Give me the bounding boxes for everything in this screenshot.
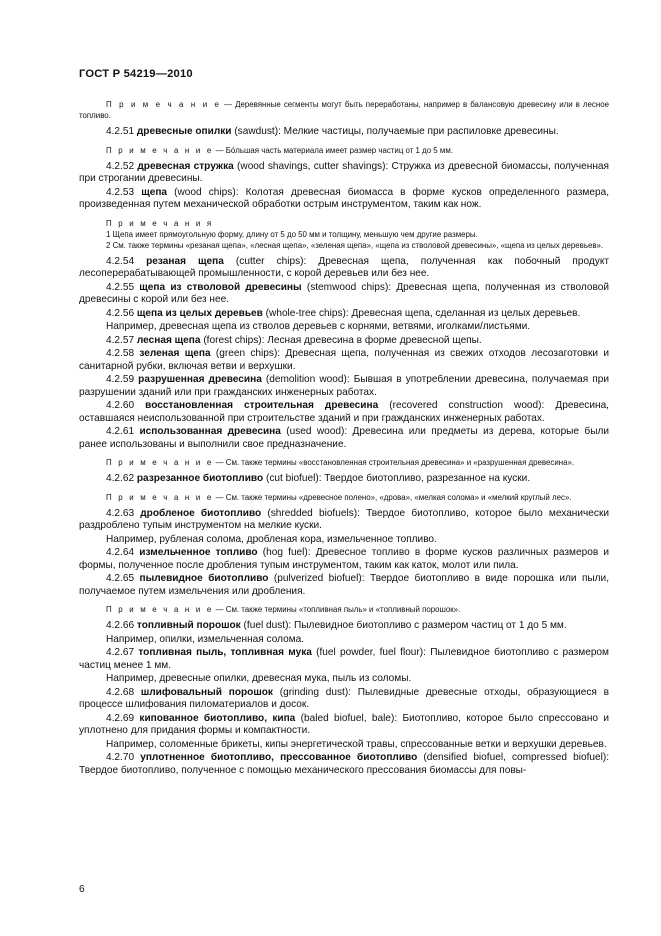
term-definition <box>79 426 609 451</box>
term-number: 4.2.60 <box>106 400 135 411</box>
term-name: щепа <box>141 186 168 198</box>
note-text: — См. также термины «топливная пыль» и «топливный порошок». <box>213 605 461 614</box>
term-number: 4.2.58 <box>106 348 135 359</box>
example-paragraph: Например, рубленая солома, дробленая кора, измельченное топливо. <box>106 533 437 545</box>
note-label: П р и м е ч а н и е <box>106 100 222 109</box>
term-number: 4.2.51 <box>106 126 135 137</box>
term-name: щепа из стволовой древесины <box>139 281 302 293</box>
term-number: 4.2.57 <box>106 334 135 346</box>
term-definition <box>79 187 609 212</box>
term-text: (whole-tree chips): Древесная щепа, сделанная из целых деревьев. <box>262 307 581 319</box>
notes-heading: П р и м е ч а н и я <box>106 218 214 228</box>
term-name: зеленая щепа <box>139 348 211 359</box>
term-text: (pulverized biofuel): Твердое биотопливо в виде порошка или пыли, получаемое путем измельчения или дробления. <box>79 573 610 597</box>
term-definition <box>79 348 609 373</box>
term-text: (densified biofuel, compressed biofuel): Твердое биотопливо, полученное с помощью механического прессования биомассы для повы- <box>79 752 610 776</box>
note-text: — См. также термины «древесное полено», «дрова», «мелкая солома» и «мелкий круглый лес». <box>213 492 572 502</box>
term-name: разрезанное биотопливо <box>136 473 264 484</box>
note-label: П р и м е ч а н и е <box>106 492 214 502</box>
term-definition <box>79 256 609 281</box>
note <box>79 492 609 503</box>
note-label: П р и м е ч а н и е <box>106 458 214 467</box>
term-definition <box>79 547 609 572</box>
page-number: 6 <box>79 884 85 895</box>
note <box>79 457 609 468</box>
term-text: (fuel powder, fuel flour): Пылевидное биотопливо с размером частиц менее 1 мм. <box>79 647 609 671</box>
example-paragraph: Например, древесная щепа из стволов деревьев с корнями, ветвями, иголками/листьями. <box>106 321 531 332</box>
term-definition <box>79 308 609 321</box>
note-label: П р и м е ч а н и е <box>106 145 214 155</box>
note-item: 1 Щепа имеет прямоугольную форму, длину от 5 до 50 мм и толщину, меньшую чем другие размеры. <box>106 229 478 239</box>
term-text: (stemwood chips): Древесная щепа, полученная из стволовой древесины с корой или без нее. <box>79 281 609 305</box>
term-number: 4.2.56 <box>106 307 135 319</box>
term-text: (green chips): Древесная щепа, полученная из свежих отходов лесозаготовки и санитарной рубки, включая ветви и верхушки. <box>79 348 609 372</box>
example-paragraph: Например, древесные опилки, древесная мука, пыль из соломы. <box>106 673 412 684</box>
note-item: 2 См. также термины «резаная щепа», «лесная щепа», «зеленая щепа», «щепа из стволовой древесины», «щепа из целых деревьев». <box>106 240 604 250</box>
term-definition <box>79 647 609 672</box>
term-text: (fuel dust): Пылевидное биотопливо с размером частиц от 1 до 5 мм. <box>240 620 567 631</box>
term-number: 4.2.68 <box>106 686 135 698</box>
example-paragraph: Например, опилки, измельченная солома. <box>106 633 305 645</box>
term-definition <box>79 752 609 777</box>
term-definition <box>79 713 609 738</box>
term-name: использованная древесина <box>139 426 281 437</box>
term-definition <box>79 473 609 486</box>
note-text: — Бо́льшая часть материала имеет размер частиц от 1 до 5 мм. <box>213 145 453 155</box>
term-text: (forest chips): Лесная древесина в форме древесной щепы. <box>200 334 482 346</box>
term-name: топливный порошок <box>136 620 241 631</box>
term-definition <box>79 374 609 399</box>
term-number: 4.2.59 <box>106 374 135 385</box>
term-number: 4.2.52 <box>106 160 135 172</box>
term-text: (grinding dust): Пылевидные древесные отходы, образующиеся в процессе шлифования пиломатериалов и досок. <box>79 686 609 710</box>
term-text: (wood chips): Колотая древесная биомасса в форме кусков определенного размера, произведенная путем механической обработки острым инструментом, таким как нож. <box>79 186 610 210</box>
term-number: 4.2.64 <box>106 547 135 558</box>
term-name: древесные опилки <box>136 126 232 137</box>
term-definition <box>79 400 609 425</box>
term-text: (demolition wood): Бывшая в употреблении древесина, получаемая при разрушении зданий или при гражданских инженерных работах. <box>79 374 609 398</box>
term-name: топливная пыль, топливная мука <box>138 647 312 658</box>
term-definition <box>79 687 609 712</box>
term-number: 4.2.63 <box>106 507 135 519</box>
document-header: ГОСТ Р 54219—2010 <box>79 68 193 80</box>
example-paragraph: Например, соломенные брикеты, кипы энергетической травы, спрессованные ветки и верхушки деревьев. <box>106 738 607 750</box>
term-text: (used wood): Древесина или предметы из дерева, которые были ранее использованы и выполнили свое предназначение. <box>79 426 609 450</box>
term-number: 4.2.66 <box>106 620 135 631</box>
term-number: 4.2.65 <box>106 573 135 584</box>
document-body <box>79 93 609 778</box>
term-text: (wood shavings, cutter shavings): Стружка из древесной биомассы, полученная при строгании древесины. <box>79 160 610 184</box>
note <box>79 99 609 121</box>
term-name: щепа из целых деревьев <box>136 307 263 319</box>
term-text: (baled biofuel, bale): Биотопливо, которое было спрессовано и уплотнено для придания формы и компактности. <box>79 712 609 736</box>
term-definition <box>79 282 609 307</box>
term-name: древесная стружка <box>137 160 234 172</box>
note <box>79 604 609 615</box>
term-text: (cutter chips): Древесная щепа, полученная как побочный продукт лесоперерабатывающей промышленности, с корой деревьев или без нее. <box>79 255 609 279</box>
term-number: 4.2.67 <box>106 647 135 658</box>
term-number: 4.2.54 <box>106 255 135 267</box>
note-text: — Деревянные сегменты могут быть переработаны, например в балансовую древесину или в лесное топливо. <box>79 100 609 120</box>
term-name: измельченное топливо <box>139 547 258 558</box>
term-definition <box>79 161 609 186</box>
term-number: 4.2.70 <box>106 752 135 763</box>
term-name: разрушенная древесина <box>138 374 262 385</box>
term-definition <box>79 335 609 348</box>
term-name: резаная щепа <box>146 255 224 267</box>
note <box>79 145 609 156</box>
term-number: 4.2.55 <box>106 281 135 293</box>
term-text: (cut biofuel): Твердое биотопливо, разрезанное на куски. <box>263 473 531 484</box>
term-definition <box>79 126 609 139</box>
note-text: — См. также термины «восстановленная строительная древесина» и «разрушенная древесина». <box>213 458 575 467</box>
term-name: восстановленная строительная древесина <box>145 400 379 411</box>
term-number: 4.2.69 <box>106 712 135 724</box>
term-name: кипованное биотопливо, кипа <box>139 712 296 724</box>
term-name: дробленое биотопливо <box>140 507 262 519</box>
term-text: (hog fuel): Древесное топливо в форме кусков различных размеров и формы, полученное после дробления тупым инструментом, таким как каток, молот или пила. <box>79 547 609 571</box>
term-name: шлифовальный порошок <box>140 686 273 698</box>
term-text: (shredded biofuels): Твердое биотопливо, которое было механически раздроблено тупым инструментом на мелкие куски. <box>79 507 609 531</box>
note-label: П р и м е ч а н и е <box>106 605 214 614</box>
term-definition <box>79 508 609 533</box>
term-number: 4.2.61 <box>106 426 135 437</box>
term-name: пылевидное биотопливо <box>139 573 269 584</box>
term-text: (recovered construction wood): Древесина, оставшаяся неиспользованной при строительстве зданий и при гражданских инженерных работах. <box>79 400 609 424</box>
term-definition <box>79 573 609 598</box>
term-number: 4.2.53 <box>106 186 135 198</box>
term-name: лесная щепа <box>136 334 201 346</box>
term-name: уплотненное биотопливо, прессованное биотопливо <box>140 752 418 763</box>
term-definition <box>79 620 609 633</box>
term-number: 4.2.62 <box>106 473 135 484</box>
term-text: (sawdust): Мелкие частицы, получаемые при распиловке древесины. <box>231 126 559 137</box>
